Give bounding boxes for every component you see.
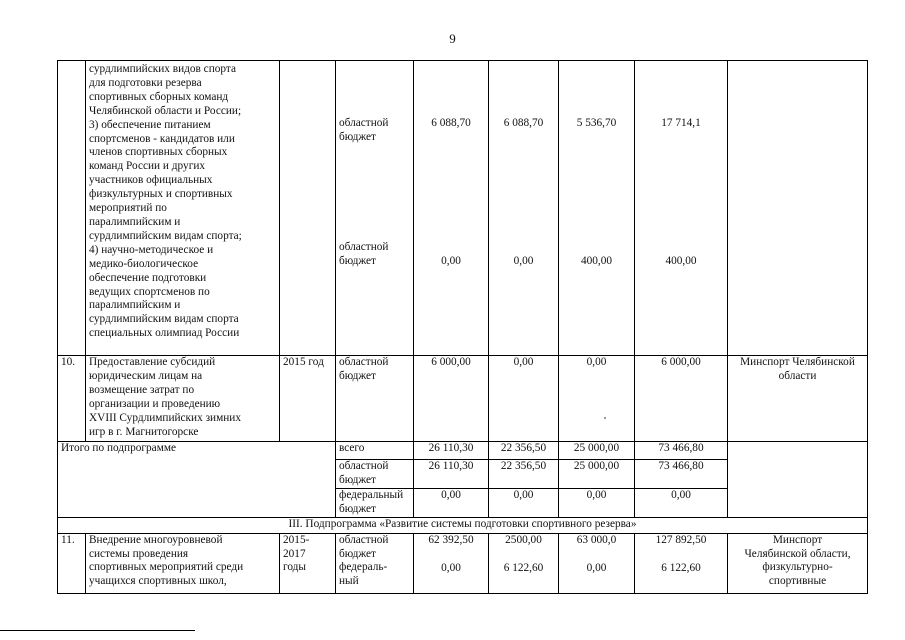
value-cell: 0,00 xyxy=(489,356,559,442)
num-cell: 11. xyxy=(58,533,86,593)
program-table xyxy=(57,60,868,594)
value-cell: 25 000,00 xyxy=(559,460,635,489)
value-cell: 6 088,70 0,00 xyxy=(489,61,559,356)
value-cell: 5 536,70 400,00 xyxy=(559,61,635,356)
totals-row-label: всего xyxy=(336,442,414,460)
value-cell: 6 000,00 xyxy=(635,356,728,442)
table-row xyxy=(58,61,868,356)
value-cell: 73 466,80 xyxy=(635,442,728,460)
totals-row-label: федеральный бюджет xyxy=(336,488,414,517)
period-cell: 2015- 2017 годы xyxy=(280,533,336,593)
source-cell: областной бюджет xyxy=(336,356,414,442)
executor-cell xyxy=(728,61,868,356)
section-title: III. Подпрограмма «Развитие системы подготовки спортивного резерва» xyxy=(58,517,868,533)
executor-cell: Минспорт Челябинской области xyxy=(728,356,868,442)
value-cell: 26 110,30 xyxy=(414,460,489,489)
value-cell: 0,00 xyxy=(414,488,489,517)
table-row xyxy=(58,517,868,533)
table-row xyxy=(58,356,868,442)
totals-row-label: областной бюджет xyxy=(336,460,414,489)
value-cell: 0,00 xyxy=(635,488,728,517)
value-cell: 17 714,1 400,00 xyxy=(635,61,728,356)
executor-cell xyxy=(728,442,868,518)
period-cell xyxy=(280,61,336,356)
executor-cell: Минспорт Челябинской области, физкультурно- спортивные xyxy=(728,533,868,593)
source-label: областной бюджет xyxy=(339,117,389,143)
source-label: областной бюджет xyxy=(339,240,389,267)
page-number: 9 xyxy=(449,31,456,46)
totals-label: Итого по подпрограмме xyxy=(58,442,336,518)
value-cell: 0,00 xyxy=(489,488,559,517)
value-cell: 22 356,50 xyxy=(489,442,559,460)
value-cell: 25 000,00 xyxy=(559,442,635,460)
table-row xyxy=(58,533,868,593)
scan-speck xyxy=(604,417,606,419)
footnote-divider xyxy=(0,630,195,631)
num-cell: 10. xyxy=(58,356,86,442)
value-cell: 73 466,80 xyxy=(635,460,728,489)
source-cell: областной бюджет федераль- ный xyxy=(336,533,414,593)
value-cell: 63 000,0 0,00 xyxy=(559,533,635,593)
value-cell: 26 110,30 xyxy=(414,442,489,460)
num-cell xyxy=(58,61,86,356)
activity-cell: Предоставление субсидий юридическим лицам на возмещение затрат по организации и проведению XVIII Сурдлимпийских зимних игр в г. Магнитогорске xyxy=(86,356,280,442)
table-row xyxy=(58,442,868,460)
source-cell xyxy=(336,61,414,356)
period-cell: 2015 год xyxy=(280,356,336,442)
value-cell: 6 088,70 0,00 xyxy=(414,61,489,356)
value-cell: 2500,00 6 122,60 xyxy=(489,533,559,593)
activity-cell: сурдлимпийских видов спорта для подготовки резерва спортивных сборных команд Челябинской области и России; 3) обеспечение питанием спортсменов - кандидатов или членов спортивных сборных команд России и других участников официальных физкультурных и спортивных мероприятий по паралимпийским и сурдлимпийским видам спорта; 4) научно-методическое и медико-биологическое обеспечение подготовки ведущих спортсменов по паралимпийским и сурдлимпийским видам спорта специальных олимпиад России xyxy=(86,61,280,356)
activity-cell: Внедрение многоуровневой системы проведения спортивных мероприятий среди учащихся спортивных школ, xyxy=(86,533,280,593)
value-cell: 62 392,50 0,00 xyxy=(414,533,489,593)
value-cell: 6 000,00 xyxy=(414,356,489,442)
value-cell: 22 356,50 xyxy=(489,460,559,489)
value-cell: 127 892,50 6 122,60 xyxy=(635,533,728,593)
value-cell: 0,00 xyxy=(559,488,635,517)
value-cell: 0,00 xyxy=(559,356,635,442)
